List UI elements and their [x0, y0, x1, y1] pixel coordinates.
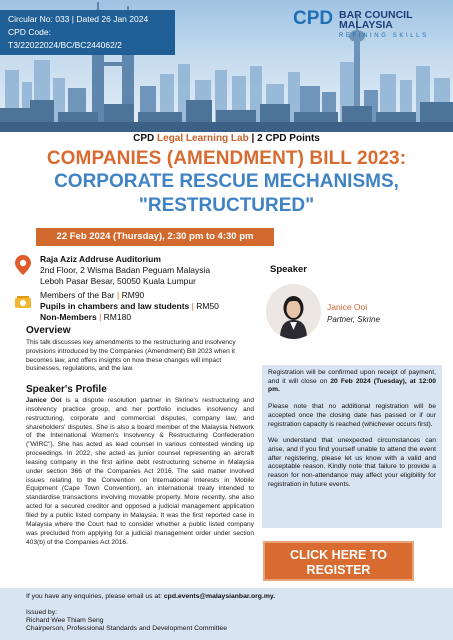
cpd-points: | 2 CPD Points — [251, 133, 320, 144]
fee-members-label: Members of the Bar — [40, 290, 115, 300]
register-button[interactable] — [263, 541, 414, 581]
fee-separator: | — [117, 290, 120, 300]
fee-members — [40, 290, 219, 301]
fee-separator: | — [191, 301, 194, 311]
circular-number: Circular No: 033 | Dated 26 Jan 2024 — [8, 14, 149, 24]
logo-org-line1: BAR COUNCIL — [339, 9, 413, 21]
enquiry-text: If you have any enquiries, please email us at: — [26, 593, 164, 600]
speaker-photo — [266, 284, 321, 339]
speaker-name: Janice Ooi — [327, 302, 368, 312]
registration-closing-text: Registration will be confirmed upon receipt of payment, and it will close on — [268, 369, 436, 385]
event-title-line2: CORPORATE RESCUE MECHANISMS, — [54, 171, 399, 192]
issuer-name: Richard Wee Thiam Seng — [26, 617, 104, 624]
fee-pupils-amount: RM50 — [196, 301, 219, 311]
cpd-program-name: Legal Learning Lab — [157, 133, 249, 144]
venue-block — [40, 254, 210, 287]
registration-closing — [268, 369, 436, 395]
fee-non-amount: RM180 — [103, 312, 132, 322]
venue-name: Raja Aziz Addruse Auditorium — [40, 254, 161, 264]
header-banner — [0, 0, 453, 132]
profile-heading: Speaker's Profile — [26, 384, 107, 395]
profile-body: is a dispute resolution partner in Skrine's restructuring and insolvency practice group, and her portfolio includes insolvency and restructuring, corporate and commercial disputes, company law, and shareholders' disputes. She is also a board member of the Malaysia Network of the International Women's Insolvency & Restructuring Confederation ("WIRC"). She has acted as lead counsel in various contested winding up proceedings. In 2022, she acted as junior counsel representing an aircraft leasing company in the first airline debt restructuring scheme in Malaysia under section 366 of the Companies Act 2016. The said matter involved issues relating to the Convention on International Interests in Mobile Equipment (Cape Town Convention), an international treaty intended to standardise transactions involving movable property. More recently, she also acted for a secured creditor and opposed a judicial management application filed by a public listed company in Malaysia. It was the first reported case in Malaysia where the Court had to consider whether a public listed company was precluded from applying for a judicial management order under section 403(b) of the Companies Act 2016. — [26, 397, 255, 546]
fee-pupils — [40, 301, 219, 312]
cpd-program-line — [0, 133, 453, 144]
fee-non-members — [40, 312, 219, 323]
location-pin-icon — [14, 254, 32, 281]
profile-text — [26, 397, 254, 547]
venue-address-line1: 2nd Floor, 2 Wisma Badan Peguam Malaysia — [40, 265, 211, 275]
register-button-line1: CLICK HERE TO — [290, 548, 387, 562]
cpd-code: CPD Code: T3/22022024/BC/BC244062/2 — [8, 27, 122, 50]
issued-by-block — [26, 609, 227, 633]
speaker-heading: Speaker — [270, 264, 307, 275]
fee-list — [40, 290, 219, 323]
logo-cpd-text: CPD — [293, 8, 334, 29]
event-datetime-bar: 22 Feb 2024 (Thursday), 2:30 pm to 4:30 pm — [36, 228, 274, 246]
bar-council-logo — [293, 8, 443, 38]
enquiry-line — [26, 593, 275, 600]
event-title-rest — [0, 170, 453, 218]
register-button-line2: REGISTER — [306, 563, 371, 577]
logo-tagline: REFINING SKILLS — [339, 33, 429, 39]
event-title-line1: COMPANIES (AMENDMENT) BILL 2023: — [46, 148, 407, 169]
registration-attendance-note: We understand that unexpected circumstances can arise, and if you find yourself unable to attend the event after registering, please let us know with a valid and acceptable reason. Kindly note that failure to provide a reason for non-attendance may affect your eligibility for registration in future events. — [268, 437, 436, 488]
event-title-line3: "RESTRUCTURED" — [138, 195, 315, 216]
registration-capacity-note: Please note that no additional registration will be accepted once the closing date has passed or if our registration capacity is reached (whichever occurs first). — [268, 403, 436, 428]
circular-info-box — [0, 10, 175, 55]
issued-by-label: Issued by: — [26, 609, 57, 616]
speaker-role: Partner, Skrine — [327, 315, 380, 324]
logo-org-name — [339, 10, 413, 30]
profile-name: Janice Ooi — [26, 397, 62, 404]
issuer-title: Chairperson, Professional Standards and Development Committee — [26, 625, 227, 632]
overview-text: This talk discusses key amendments to the restructuring and insolvency provisions introduced by the Companies (Amendment) Bill 2023 when it becomes law, and offers insights on how these changes will impact businesses, regulations, and the law. — [26, 339, 236, 373]
registration-closing-date: 20 Feb 2024 (Tuesday), at 12:00 pm. — [268, 377, 436, 394]
venue-address-line2: Leboh Pasar Besar, 50050 Kuala Lumpur — [40, 276, 196, 286]
fee-separator: | — [99, 312, 102, 322]
enquiry-email-link[interactable]: cpd.events@malaysianbar.org.my. — [163, 593, 276, 600]
overview-heading: Overview — [26, 325, 71, 336]
fee-pupils-label: Pupils in chambers and law students — [40, 301, 190, 311]
fee-non-label: Non-Members — [40, 312, 97, 322]
cpd-prefix: CPD — [133, 133, 155, 144]
logo-org-line2: MALAYSIA — [339, 19, 393, 31]
money-icon — [14, 295, 32, 316]
registration-info-box — [262, 365, 442, 528]
fee-members-amount: RM90 — [121, 290, 145, 300]
